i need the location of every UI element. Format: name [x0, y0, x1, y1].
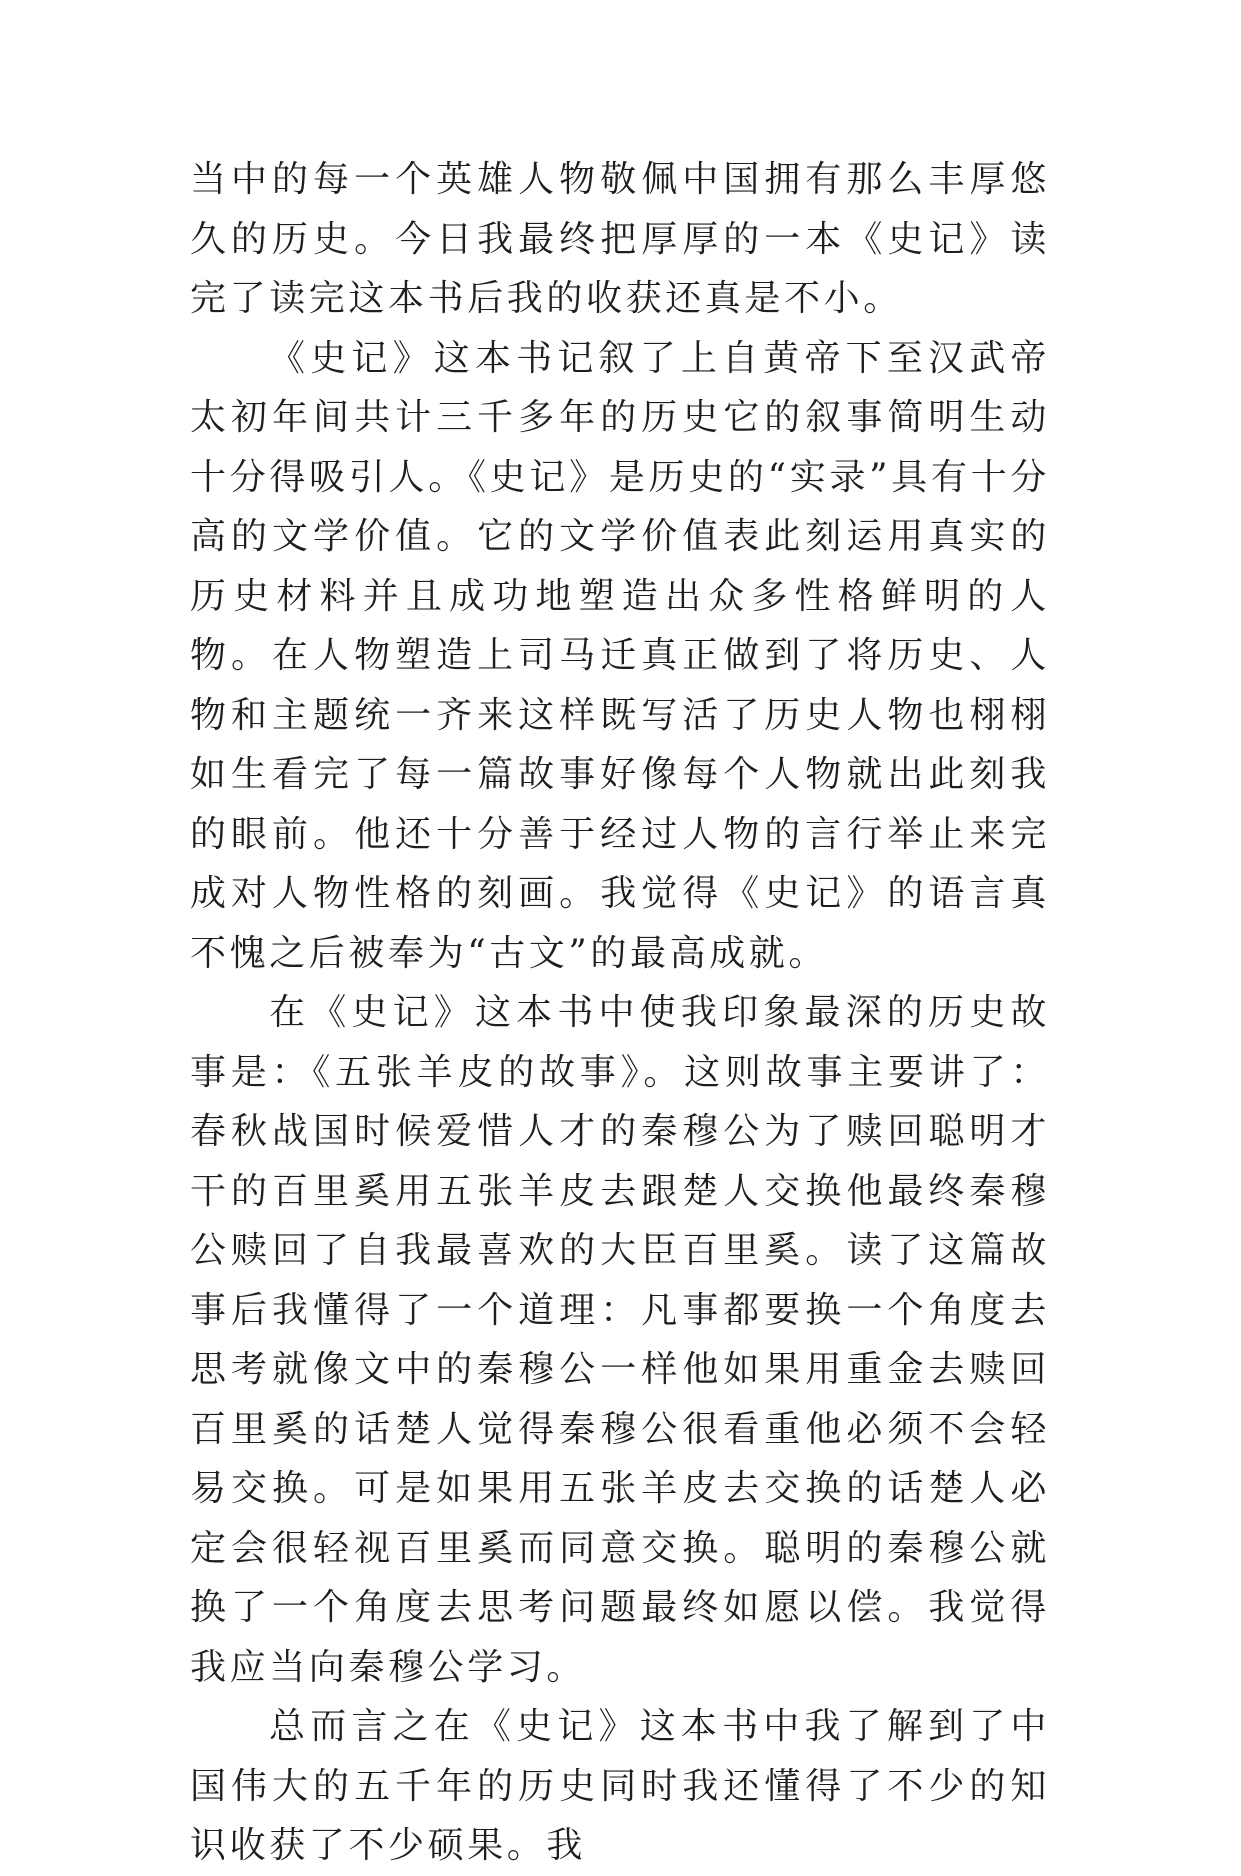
- paragraph-3: 在《史记》这本书中使我印象最深的历史故事是：《五张羊皮的故事》。这则故事主要讲了：春秋战国时候爱惜人才的秦穆公为了赎回聪明才干的百里奚用五张羊皮去跟楚人交换他最终秦穆公赎回了自我最喜欢的大臣百里奚。读了这篇故事后我懂得了一个道理：凡事都要换一个角度去思考就像文中的秦穆公一样他如果用重金去赎回百里奚的话楚人觉得秦穆公很看重他必须不会轻易交换。可是如果用五张羊皮去交换的话楚人必定会很轻视百里奚而同意交换。聪明的秦穆公就换了一个角度去思考问题最终如愿以偿。我觉得我应当向秦穆公学习。: [190, 992, 1050, 1688]
- paragraph-2: 《史记》这本书记叙了上自黄帝下至汉武帝太初年间共计三千多年的历史它的叙事简明生动十分得吸引人。《史记》是历史的“实录”具有十分高的文学价值。它的文学价值表此刻运用真实的历史材料并且成功地塑造出众多性格鲜明的人物。在人物塑造上司马迁真正做到了将历史、人物和主题统一齐来这样既写活了历史人物也栩栩如生看完了每一篇故事好像每个人物就出此刻我的眼前。他还十分善于经过人物的言行举止来完成对人物性格的刻画。我觉得《史记》的语言真不愧之后被奉为“古文”的最高成就。: [190, 337, 1050, 974]
- paragraph-4: 总而言之在《史记》这本书中我了解到了中国伟大的五千年的历史同时我还懂得了不少的知识收获了不少硕果。我: [190, 1706, 1050, 1866]
- body-text: [190, 150, 1050, 1876]
- paragraph-1: 当中的每一个英雄人物敬佩中国拥有那么丰厚悠久的历史。今日我最终把厚厚的一本《史记》读完了读完这本书后我的收获还真是不小。: [190, 159, 1050, 319]
